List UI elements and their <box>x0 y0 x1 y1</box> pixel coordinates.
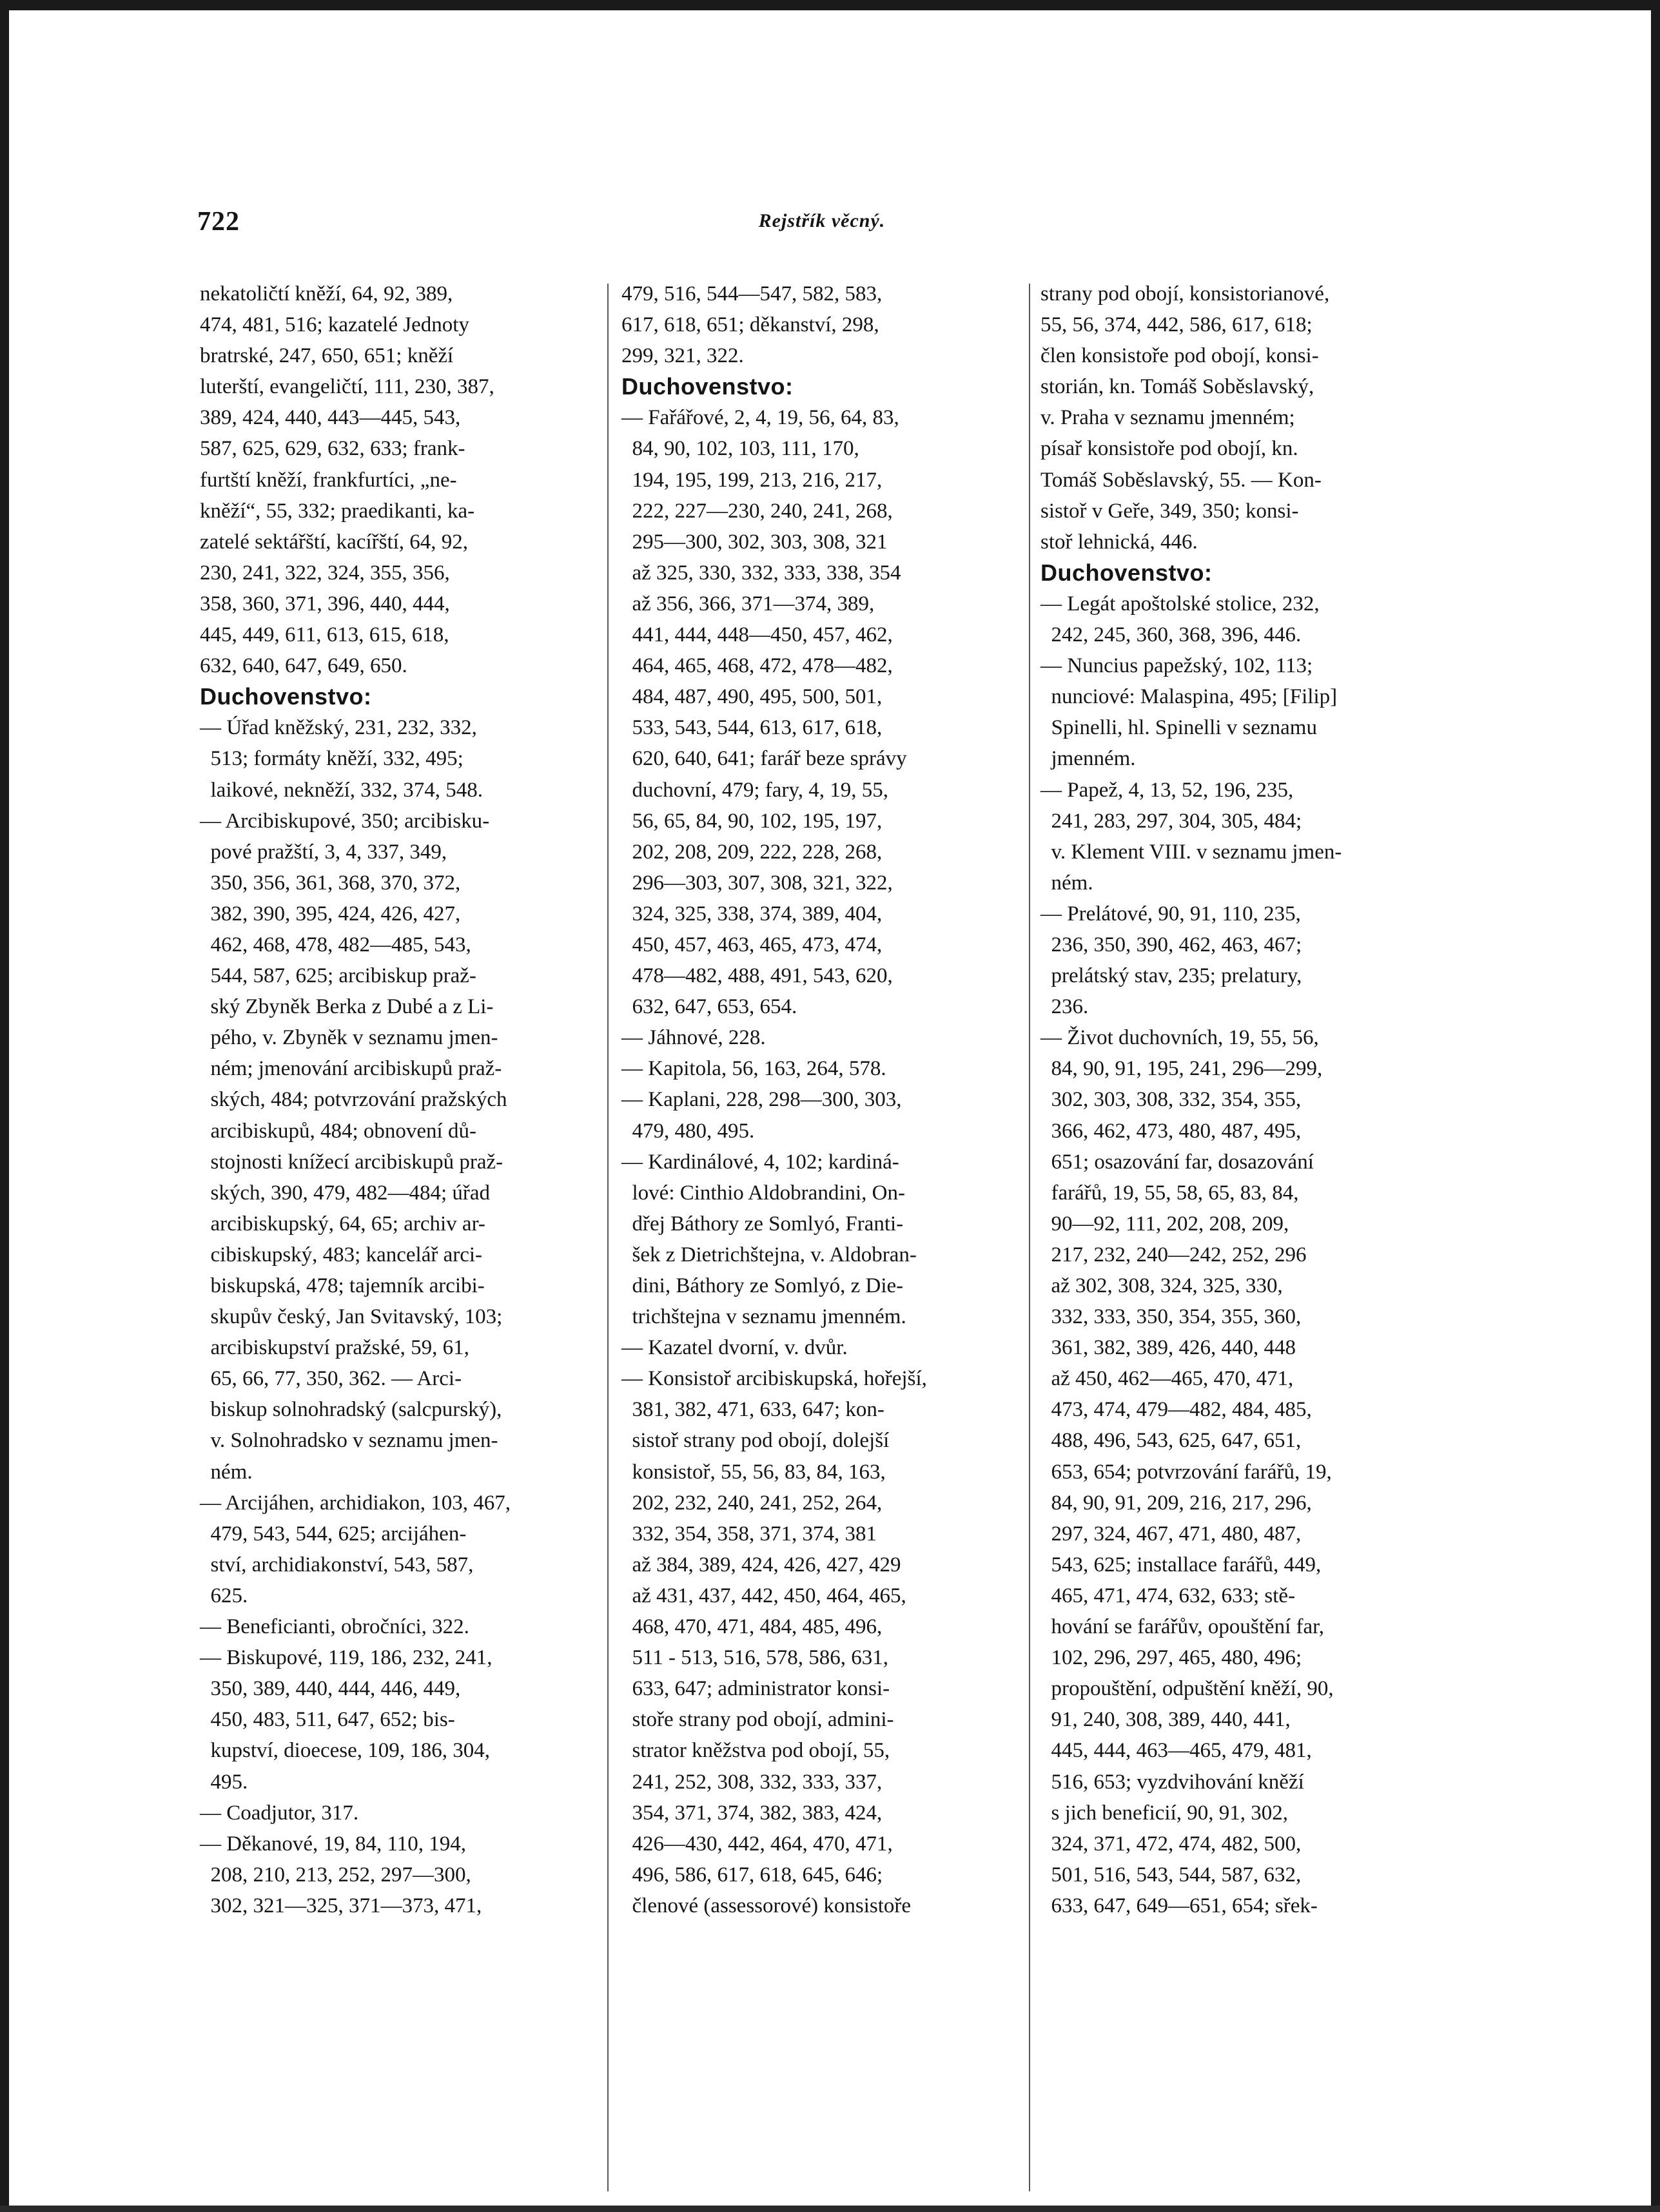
index-line: 84, 90, 102, 103, 111, 170, <box>621 437 859 461</box>
index-line: člen konsistoře pod obojí, konsi- <box>1040 344 1319 368</box>
index-line: 56, 65, 84, 90, 102, 195, 197, <box>621 809 883 833</box>
index-line: 478—482, 488, 491, 543, 620, <box>621 964 893 988</box>
index-line: 65, 66, 77, 350, 362. — Arci- <box>200 1367 462 1391</box>
index-line: 516, 653; vyzdvihování kněží <box>1040 1770 1304 1794</box>
index-line: 84, 90, 91, 195, 241, 296—299, <box>1040 1057 1323 1081</box>
index-line: 202, 208, 209, 222, 228, 268, <box>621 840 883 864</box>
index-line: skupův český, Jan Svitavský, 103; <box>200 1305 503 1329</box>
index-line: 324, 371, 472, 474, 482, 500, <box>1040 1832 1302 1856</box>
index-line: 350, 356, 361, 368, 370, 372, <box>200 871 461 895</box>
index-line: 653, 654; potvrzování farářů, 19, <box>1040 1460 1332 1484</box>
index-line: — Papež, 4, 13, 52, 196, 235, <box>1040 778 1294 802</box>
index-column-2 <box>621 278 1003 1921</box>
index-line: prelátský stav, 235; prelatury, <box>1040 964 1302 988</box>
index-line: — Kaplani, 228, 298—300, 303, <box>621 1088 902 1112</box>
index-line: 241, 252, 308, 332, 333, 337, <box>621 1770 883 1794</box>
index-line: 495. <box>200 1770 248 1794</box>
index-line: — Arcibiskupové, 350; arcibisku- <box>200 809 490 833</box>
index-line: — Legát apoštolské stolice, 232, <box>1040 592 1320 616</box>
index-line: 354, 371, 374, 382, 383, 424, <box>621 1801 883 1825</box>
index-line: 617, 618, 651; děkanství, 298, <box>621 313 879 337</box>
index-line: stoř lehnická, 446. <box>1040 530 1198 554</box>
index-line: — Kardinálové, 4, 102; kardiná- <box>621 1150 899 1174</box>
index-line: 587, 625, 629, 632, 633; frank- <box>200 437 465 461</box>
index-line: ství, archidiakonství, 543, 587, <box>200 1553 474 1577</box>
index-line: ném. <box>200 1460 253 1484</box>
index-line: — Prelátové, 90, 91, 110, 235, <box>1040 902 1301 926</box>
index-line: pové pražští, 3, 4, 337, 349, <box>200 840 447 864</box>
scan-border-left <box>0 0 9 2212</box>
section-heading: Duchovenstvo: <box>1040 559 1213 586</box>
index-line: — Nuncius papežský, 102, 113; <box>1040 654 1313 678</box>
index-line: — Kazatel dvorní, v. dvůr. <box>621 1336 848 1360</box>
index-line: v. Klement VIII. v seznamu jmen- <box>1040 840 1342 864</box>
index-line: trichštejna v seznamu jmenném. <box>621 1305 906 1329</box>
index-line: 299, 321, 322. <box>621 344 744 368</box>
index-line: 242, 245, 360, 368, 396, 446. <box>1040 623 1302 647</box>
index-line: — Biskupové, 119, 186, 232, 241, <box>200 1646 493 1670</box>
index-line: až 431, 437, 442, 450, 464, 465, <box>621 1584 906 1607</box>
index-line: až 356, 366, 371—374, 389, <box>621 592 875 616</box>
index-line: 651; osazování far, dosazování <box>1040 1150 1314 1174</box>
index-line: biskup solnohradský (salcpurský), <box>200 1398 502 1422</box>
index-line: až 302, 308, 324, 325, 330, <box>1040 1274 1283 1297</box>
index-line: — Jáhnové, 228. <box>621 1026 766 1050</box>
index-line: biskupská, 478; tajemník arcibi- <box>200 1274 485 1297</box>
index-line: nunciové: Malaspina, 495; [Filip] <box>1040 685 1338 709</box>
index-line: — Život duchovních, 19, 55, 56, <box>1040 1026 1319 1050</box>
index-line: — Coadjutor, 317. <box>200 1801 359 1825</box>
index-line: 479, 543, 544, 625; arcijáhen- <box>200 1522 467 1546</box>
running-head: Rejstřík věcný. <box>758 210 886 231</box>
index-line: nekatoličtí kněží, 64, 92, 389, <box>200 282 453 306</box>
index-line: 465, 471, 474, 632, 633; stě- <box>1040 1584 1296 1607</box>
index-line: — Fařářové, 2, 4, 19, 56, 64, 83, <box>621 406 899 430</box>
index-line: 633, 647, 649—651, 654; sřek- <box>1040 1894 1318 1917</box>
index-line: duchovní, 479; fary, 4, 19, 55, <box>621 778 888 802</box>
index-line: 474, 481, 516; kazatelé Jednoty <box>200 313 469 337</box>
index-line: strany pod obojí, konsistorianové, <box>1040 282 1330 306</box>
index-line: 332, 354, 358, 371, 374, 381 <box>621 1522 877 1546</box>
index-line: arcibiskupství pražské, 59, 61, <box>200 1336 469 1360</box>
index-line: pého, v. Zbyněk v seznamu jmen- <box>200 1026 498 1050</box>
index-line: furtští kněží, frankfurtíci, „ne- <box>200 468 457 492</box>
index-line: 217, 232, 240—242, 252, 296 <box>1040 1243 1307 1266</box>
index-line: 381, 382, 471, 633, 647; kon- <box>621 1398 884 1422</box>
index-line: 297, 324, 467, 471, 480, 487, <box>1040 1522 1302 1546</box>
index-line: 464, 465, 468, 472, 478—482, <box>621 654 893 678</box>
index-line: 544, 587, 625; arcibiskup praž- <box>200 964 476 988</box>
index-line: 194, 195, 199, 213, 216, 217, <box>621 468 883 492</box>
index-line: 236. <box>1040 995 1089 1019</box>
page-number: 722 <box>197 207 240 237</box>
index-line: 632, 640, 647, 649, 650. <box>200 654 407 678</box>
index-line: — Konsistoř arcibiskupská, hořejší, <box>621 1367 927 1391</box>
index-line: 543, 625; installace farářů, 449, <box>1040 1553 1322 1577</box>
index-line: ských, 484; potvrzování pražských <box>200 1088 507 1112</box>
index-line: 332, 333, 350, 354, 355, 360, <box>1040 1305 1302 1329</box>
index-line: — Arcijáhen, archidiakon, 103, 467, <box>200 1491 511 1515</box>
index-column-3 <box>1040 278 1422 1921</box>
index-line: stojnosti knížecí arcibiskupů praž- <box>200 1150 503 1174</box>
index-line: 501, 516, 543, 544, 587, 632, <box>1040 1863 1302 1887</box>
index-line: ských, 390, 479, 482—484; úřad <box>200 1181 491 1205</box>
index-line: 445, 444, 463—465, 479, 481, <box>1040 1739 1312 1763</box>
index-line: dini, Báthory ze Somlyó, z Die- <box>621 1274 904 1297</box>
index-line: — Kapitola, 56, 163, 264, 578. <box>621 1057 886 1081</box>
index-line: kupství, dioecese, 109, 186, 304, <box>200 1739 491 1763</box>
index-line: 91, 240, 308, 389, 440, 441, <box>1040 1708 1291 1732</box>
index-line: 295—300, 302, 303, 308, 321 <box>621 530 888 554</box>
section-heading: Duchovenstvo: <box>621 373 794 400</box>
index-line: laikové, nekněží, 332, 374, 548. <box>200 778 483 802</box>
section-heading: Duchovenstvo: <box>200 683 372 710</box>
index-line: 302, 303, 308, 332, 354, 355, <box>1040 1088 1302 1112</box>
index-line: 389, 424, 440, 443—445, 543, <box>200 406 461 430</box>
index-line: 513; formáty kněží, 332, 495; <box>200 747 464 771</box>
index-line: 445, 449, 611, 613, 615, 618, <box>200 623 449 647</box>
index-line: stoře strany pod obojí, admini- <box>621 1708 894 1732</box>
index-line: jmenném. <box>1040 747 1136 771</box>
index-line: cibiskupský, 483; kancelář arci- <box>200 1243 483 1266</box>
index-line: 450, 457, 463, 465, 473, 474, <box>621 933 883 956</box>
index-line: až 325, 330, 332, 333, 338, 354 <box>621 561 901 585</box>
index-line: 84, 90, 91, 209, 216, 217, 296, <box>1040 1491 1312 1515</box>
index-line: ném; jmenování arcibiskupů praž- <box>200 1057 502 1081</box>
index-line: 450, 483, 511, 647, 652; bis- <box>200 1708 455 1732</box>
index-line: Spinelli, hl. Spinelli v seznamu <box>1040 716 1317 740</box>
index-line: sistoř strany pod obojí, dolejší <box>621 1429 890 1453</box>
index-line: arcibiskupský, 64, 65; archiv ar- <box>200 1212 485 1236</box>
index-line: 468, 470, 471, 484, 485, 496, <box>621 1615 883 1639</box>
index-line: 241, 283, 297, 304, 305, 484; <box>1040 809 1302 833</box>
index-line: 426—430, 442, 464, 470, 471, <box>621 1832 893 1856</box>
index-line: 302, 321—325, 371—373, 471, <box>200 1894 482 1917</box>
index-line: arcibiskupů, 484; obnovení dů- <box>200 1119 476 1143</box>
index-line: 358, 360, 371, 396, 440, 444, <box>200 592 450 616</box>
index-line: 366, 462, 473, 480, 487, 495, <box>1040 1119 1302 1143</box>
index-line: 350, 389, 440, 444, 446, 449, <box>200 1677 461 1701</box>
index-line: 55, 56, 374, 442, 586, 617, 618; <box>1040 313 1313 337</box>
scan-border-right <box>1651 0 1660 2212</box>
index-line: farářů, 19, 55, 58, 65, 83, 84, <box>1040 1181 1299 1205</box>
index-line: kněží“, 55, 332; praedikanti, ka- <box>200 499 475 523</box>
index-column-1 <box>200 278 581 1921</box>
index-line: 473, 474, 479—482, 484, 485, <box>1040 1398 1312 1422</box>
index-line: bratrské, 247, 650, 651; kněží <box>200 344 454 368</box>
index-line: až 450, 462—465, 470, 471, <box>1040 1367 1294 1391</box>
index-line: 208, 210, 213, 252, 297—300, <box>200 1863 471 1887</box>
index-line: 324, 325, 338, 374, 389, 404, <box>621 902 883 926</box>
index-line: šek z Dietrichštejna, v. Aldobran- <box>621 1243 917 1266</box>
index-line: 632, 647, 653, 654. <box>621 995 797 1019</box>
index-line: konsistoř, 55, 56, 83, 84, 163, <box>621 1460 886 1484</box>
index-line: 625. <box>200 1584 248 1607</box>
column-divider <box>1029 284 1030 2191</box>
index-line: 90—92, 111, 202, 208, 209, <box>1040 1212 1289 1236</box>
index-line: 202, 232, 240, 241, 252, 264, <box>621 1491 883 1515</box>
index-line: dřej Báthory ze Somlyó, Franti- <box>621 1212 904 1236</box>
index-line: hování se farářův, opouštění far, <box>1040 1615 1325 1639</box>
index-line: — Beneficianti, obročníci, 322. <box>200 1615 469 1639</box>
index-line: 296—303, 307, 308, 321, 322, <box>621 871 893 895</box>
index-line: až 384, 389, 424, 426, 427, 429 <box>621 1553 901 1577</box>
index-line: 479, 480, 495. <box>621 1119 755 1143</box>
index-line: 361, 382, 389, 426, 440, 448 <box>1040 1336 1296 1360</box>
index-line: lové: Cinthio Aldobrandini, On- <box>621 1181 905 1205</box>
index-line: Tomáš Soběslavský, 55. — Kon- <box>1040 468 1322 492</box>
column-divider <box>607 284 609 2191</box>
index-line: zatelé sektářští, kacířští, 64, 92, <box>200 530 469 554</box>
scan-border-bottom <box>0 2206 1660 2212</box>
index-line: 230, 241, 322, 324, 355, 356, <box>200 561 450 585</box>
index-line: v. Praha v seznamu jmenném; <box>1040 406 1295 430</box>
scan-border-top <box>0 0 1660 10</box>
index-line: 222, 227—230, 240, 241, 268, <box>621 499 893 523</box>
index-line: luterští, evangeličtí, 111, 230, 387, <box>200 375 494 399</box>
index-line: s jich beneficií, 90, 91, 302, <box>1040 1801 1289 1825</box>
index-line: 236, 350, 390, 462, 463, 467; <box>1040 933 1302 956</box>
index-line: v. Solnohradsko v seznamu jmen- <box>200 1429 498 1453</box>
index-line: — Úřad kněžský, 231, 232, 332, <box>200 716 477 740</box>
index-line: 511 - 513, 516, 578, 586, 631, <box>621 1646 889 1670</box>
index-line: členové (assessorové) konsistoře <box>621 1894 912 1917</box>
index-line: ský Zbyněk Berka z Dubé a z Li- <box>200 995 494 1019</box>
index-line: propouštění, odpuštění kněží, 90, <box>1040 1677 1334 1701</box>
index-line: 620, 640, 641; farář beze správy <box>621 747 907 771</box>
index-line: 441, 444, 448—450, 457, 462, <box>621 623 893 647</box>
index-line: 102, 296, 297, 465, 480, 496; <box>1040 1646 1302 1670</box>
index-line: 488, 496, 543, 625, 647, 651, <box>1040 1429 1302 1453</box>
index-line: 382, 390, 395, 424, 426, 427, <box>200 902 461 926</box>
index-line: 533, 543, 544, 613, 617, 618, <box>621 716 883 740</box>
index-line: strator kněžstva pod obojí, 55, <box>621 1739 890 1763</box>
index-line: 496, 586, 617, 618, 645, 646; <box>621 1863 883 1887</box>
index-line: 479, 516, 544—547, 582, 583, <box>621 282 883 306</box>
index-line: ném. <box>1040 871 1093 895</box>
index-line: storián, kn. Tomáš Soběslavský, <box>1040 375 1314 399</box>
index-line: písař konsistoře pod obojí, kn. <box>1040 437 1298 461</box>
index-line: 633, 647; administrator konsi- <box>621 1677 890 1701</box>
index-line: — Děkanové, 19, 84, 110, 194, <box>200 1832 467 1856</box>
index-line: 462, 468, 478, 482—485, 543, <box>200 933 471 956</box>
index-line: sistoř v Geře, 349, 350; konsi- <box>1040 499 1299 523</box>
index-line: 484, 487, 490, 495, 500, 501, <box>621 685 883 709</box>
